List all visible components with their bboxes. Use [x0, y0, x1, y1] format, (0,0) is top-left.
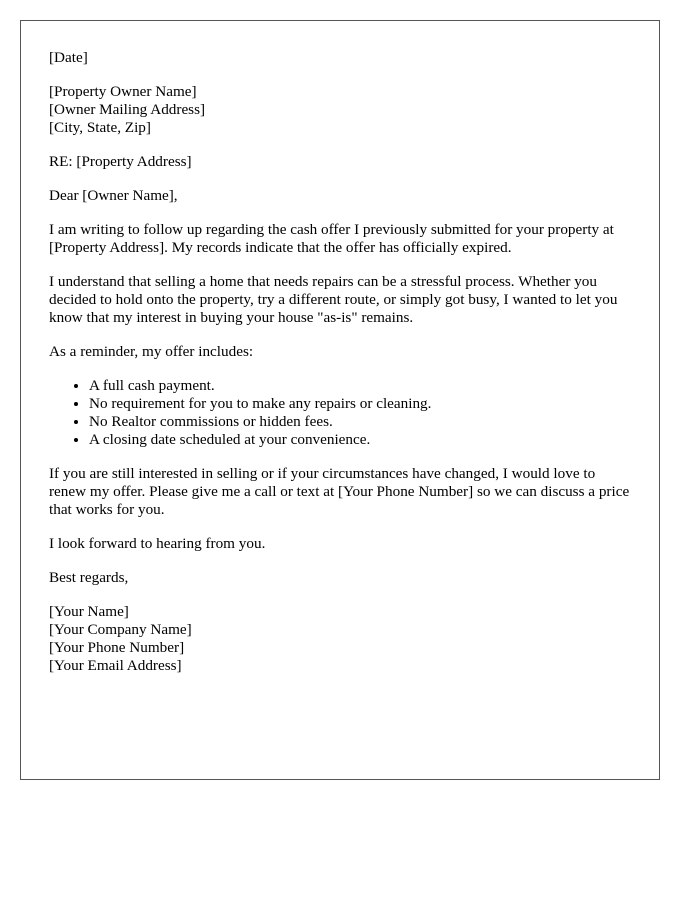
offer-list	[49, 377, 631, 449]
closing-line: I look forward to hearing from you.	[49, 535, 266, 552]
list-item: • A closing date scheduled at your convenience.	[89, 431, 631, 449]
sender-phone: [Your Phone Number]	[49, 639, 185, 656]
sender-email: [Your Email Address]	[49, 657, 182, 674]
list-item: • No requirement for you to make any repairs or cleaning.	[89, 395, 631, 413]
reminder-intro: As a reminder, my offer includes:	[49, 343, 254, 360]
recipient-city-state-zip: [City, State, Zip]	[49, 119, 151, 136]
paragraph-follow-up: I am writing to follow up regarding the cash offer I previously submitted for your property at [Property Address]. My records indicate that the offer has officially expired.	[49, 221, 614, 256]
re-line: RE: [Property Address]	[49, 153, 192, 170]
sign-off: Best regards,	[49, 569, 129, 586]
list-item: • A full cash payment.	[89, 377, 631, 395]
list-item: • No Realtor commissions or hidden fees.	[89, 413, 631, 431]
letter-date: [Date]	[49, 49, 88, 66]
recipient-block	[49, 83, 631, 137]
sender-company: [Your Company Name]	[49, 621, 192, 638]
paragraph-interest: I understand that selling a home that needs repairs can be a stressful process. Whether you decided to hold onto the property, try a different route, or simply got busy, I wanted to let you know that my interest in buying your house "as-is" remains.	[49, 273, 618, 326]
letter-page	[20, 20, 660, 780]
paragraph-renew-offer: If you are still interested in selling or if your circumstances have changed, I would love to renew my offer. Please give me a call or text at [Your Phone Number] so we can discuss a price that works for you.	[49, 465, 630, 518]
sender-block	[49, 603, 631, 675]
recipient-name: [Property Owner Name]	[49, 83, 197, 100]
recipient-address: [Owner Mailing Address]	[49, 101, 206, 118]
salutation: Dear [Owner Name],	[49, 187, 178, 204]
sender-name: [Your Name]	[49, 603, 129, 620]
